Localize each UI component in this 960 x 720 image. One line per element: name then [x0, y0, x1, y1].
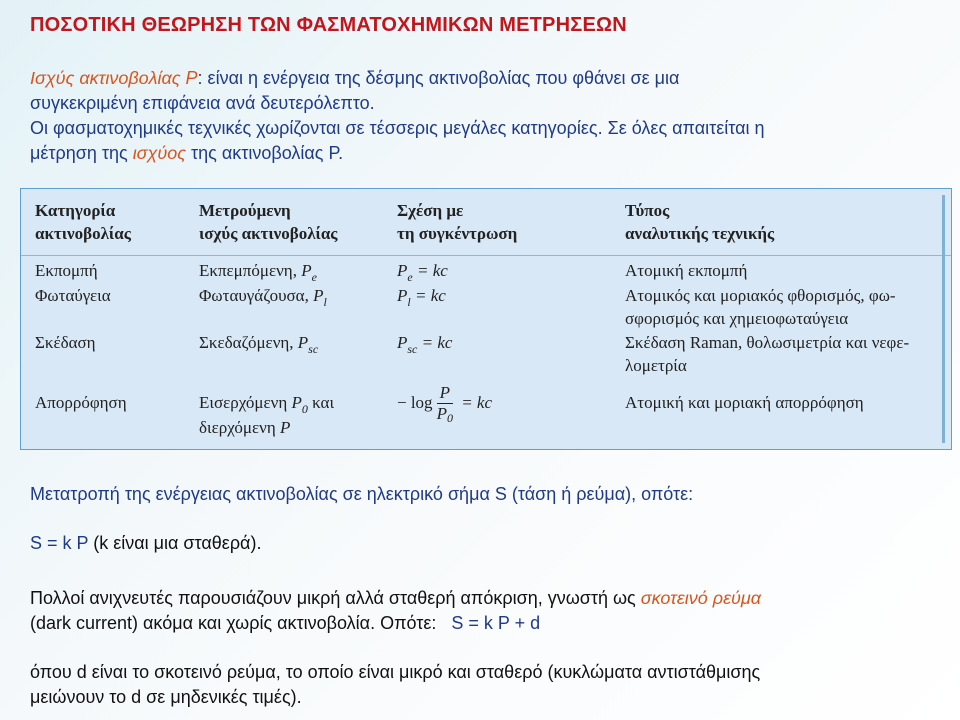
techniques-table: [20, 188, 952, 450]
signal-conversion-text: Μετατροπή της ενέργειας ακτινοβολίας σε ηλεκτρικό σήμα S (τάση ή ρεύμα), οπότε:: [30, 484, 694, 504]
row-luminescence-power: Φωταυγάζουσα, $P_l$: [199, 286, 327, 309]
header-technique-type: Τύπος αναλυτικής τεχνικής: [625, 201, 775, 243]
row-scattering-technique: Σκέδαση Raman, θολωσιμετρία και νεφε- λομετρία: [625, 333, 910, 375]
row-emission-relation: $P_e$ = kc: [397, 261, 448, 284]
row-absorption-category: Απορρόφηση: [35, 393, 127, 412]
row-scattering-relation: $P_{sc}$ = kc: [397, 333, 453, 356]
log-fraction: $\frac{P}{P0}$: [436, 383, 453, 425]
row-absorption-relation: − log $\frac{P}{P0}$ = kc: [397, 383, 493, 425]
intro-paragraph: [30, 66, 940, 166]
row-luminescence-relation: $P_l$ = kc: [397, 286, 446, 309]
row-luminescence-technique: Ατομικός και μοριακός φθορισμός, φω- σφορισμός και χημειοφωταύγεια: [625, 286, 896, 328]
intro-line-2: συγκεκριμένη επιφάνεια ανά δευτερόλεπτο.: [30, 93, 375, 113]
intro-line-1: Ισχύς ακτινοβολίας P: είναι η ενέργεια της δέσμης ακτινοβολίας που φθάνει σε μια: [30, 68, 680, 88]
header-category: Κατηγορία ακτινοβολίας: [35, 201, 131, 243]
signal-equation-line: S = k P (k είναι μια σταθερά).: [30, 533, 262, 553]
page-title: ΠΟΣΟΤΙΚΗ ΘΕΩΡΗΣΗ ΤΩΝ ΦΑΣΜΑΤΟΧΗΜΙΚΩΝ ΜΕΤΡΗΣΕΩΝ: [30, 14, 627, 36]
row-emission-power: Εκπεμπόμενη, $P_e$: [199, 261, 317, 284]
header-measured-power: Μετρούμενη ισχύς ακτινοβολίας: [199, 201, 338, 243]
row-luminescence-category: Φωταύγεια: [35, 286, 111, 305]
row-emission-category: Εκπομπή: [35, 261, 98, 280]
row-scattering-power: Σκεδαζόμενη, $P_{sc}$: [199, 333, 319, 356]
header-relation: Σχέση με τη συγκέντρωση: [397, 201, 518, 243]
intro-line-4: μέτρηση της ισχύος της ακτινοβολίας P.: [30, 143, 344, 163]
dark-current-paragraph: Πολλοί ανιχνευτές παρουσιάζουν μικρή αλλά σταθερή απόκριση, γνωστή ως σκοτεινό ρεύμα (dark current) ακόμα και χωρίς ακτινοβολία. Οπότε: S = k P + d: [30, 588, 762, 633]
dark-current-note: όπου d είναι το σκοτεινό ρεύμα, το οποίο είναι μικρό και σταθερό (κυκλώματα αντιστάθμισης μειώνουν το d σε μηδενικές τιμές).: [30, 662, 761, 707]
intro-line-3: Οι φασματοχημικές τεχνικές χωρίζονται σε τέσσερις μεγάλες κατηγορίες. Σε όλες απαιτείται η: [30, 118, 765, 138]
row-absorption-technique: Ατομική και μοριακή απορρόφηση: [625, 393, 864, 412]
dark-current-equation: S = k P + d: [451, 613, 541, 633]
table-side-bar: [942, 195, 945, 443]
row-scattering-category: Σκέδαση: [35, 333, 96, 352]
header-divider: [21, 255, 951, 256]
row-absorption-power: Εισερχόμενη $P_0$ και διερχόμενη P: [199, 393, 335, 437]
row-emission-technique: Ατομική εκπομπή: [625, 261, 748, 280]
